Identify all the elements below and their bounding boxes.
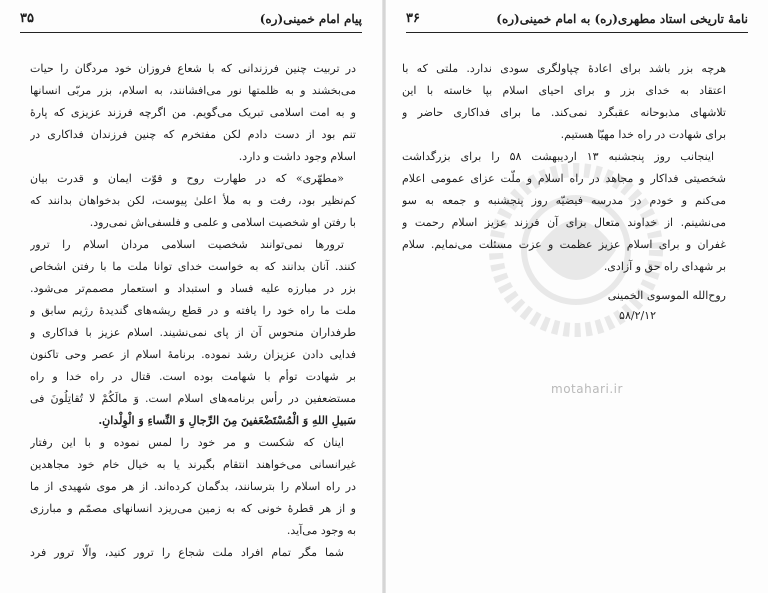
text-line: بر شهدای راه حق و آزادی. bbox=[603, 260, 726, 273]
text-line: کنند. آنان بدانند که به خواست خدای توانا ملت ما با رفتن اشخاص bbox=[30, 260, 356, 273]
text-line: و به امت اسلامی تبریک می‌گویم. من اگرچه فرزند عزیزی که پارهٔ bbox=[30, 106, 356, 119]
running-title: پیام امام خمینی(ره) bbox=[259, 12, 362, 26]
text-line: بر شهادت توأم با شهامت بوده است. قتال در راه خدا و راه bbox=[30, 370, 356, 383]
text-line: کم‌نظیر بود، رفت و به ملأ اعلیٰ پیوست، لکن بدخواهان بدانند که bbox=[30, 194, 356, 207]
text-line: در تربیت چنین فرزندانی که با شعاع فروزان خود مردگان را حیات bbox=[30, 62, 356, 75]
watermark-url: motahari.ir bbox=[551, 382, 623, 396]
page-number: ۳۵ bbox=[20, 11, 34, 26]
text-line: تلاشهای مذبوحانه عقبگرد نمی‌کند. ما برای فداکاری حاضر و bbox=[402, 106, 726, 119]
text-line: اینان که شکست و مر خود را لمس نموده و با این رفتار bbox=[30, 436, 344, 449]
text-line: ملت ما راه خود را یافته و در قطع ریشه‌های گندیدهٔ رژیم سابق و bbox=[30, 304, 356, 317]
text-line: بزر در مبارزه علیه فساد و استبداد و استعمار مصمم‌تر می‌شود. bbox=[30, 282, 356, 295]
text-line: «مطهّری» که در طهارت روح و قوّت ایمان و قدرت بیان bbox=[30, 172, 344, 185]
right-page bbox=[386, 0, 768, 593]
text-line: می‌بخشند و به ظلمتها نور می‌افشانند، به اسلام، بزر مربّی انسانها bbox=[30, 84, 356, 97]
running-title: نامهٔ تاریخی استاد مطهری(ره) به امام خمینی(ره) bbox=[496, 12, 748, 26]
signature-date: ۵۸/۲/۱۲ bbox=[619, 309, 656, 322]
signature-block bbox=[402, 286, 726, 326]
text-line: اسلام وجود داشت و دارد. bbox=[238, 150, 356, 163]
text-line: غیرانسانی می‌خواهند انتقام بگیرند یا به خیال خام خود مجاهدین bbox=[30, 458, 356, 471]
text-line: شخصیتی فداکار و مجاهد در راه اسلام و ملّت عزای عمومی اعلام bbox=[402, 172, 726, 185]
text-line: ترورها نمی‌توانند شخصیت اسلامی مردان اسلام را ترور bbox=[30, 238, 344, 251]
right-page-body bbox=[402, 58, 726, 326]
left-page-header bbox=[20, 10, 362, 33]
left-page bbox=[0, 0, 382, 593]
text-line: طرفداران منحوس آن از پای نمی‌نشیند. اسلام عزیز با فداکاری و bbox=[30, 326, 356, 339]
signature-name: روح‌الله الموسوی الخمینی bbox=[607, 289, 726, 302]
right-page-header bbox=[406, 10, 748, 33]
text-line: با رفتن او شخصیت اسلامی و علمی و فلسفی‌اش نمی‌رود. bbox=[89, 216, 356, 229]
text-line: می‌کنم و خودم در مدرسه فیضیّه روز پنجشنبه و جمعه به سو bbox=[402, 194, 726, 207]
text-line: مستضعفین در رأس برنامه‌های اسلام است. وَ مالَکُمْ لا تُقاتِلُونَ فی bbox=[30, 392, 356, 405]
text-line: هرچه بزر باشد برای اعادهٔ چپاولگری سودی ندارد. ملتی که با bbox=[402, 62, 726, 75]
text-line: اینجانب روز پنجشنبه ۱۳ اردیبهشت ۵۸ را برای بزرگداشت bbox=[402, 150, 715, 163]
text-line: برای شهادت در راه خدا مهیّا هستیم. bbox=[560, 128, 726, 141]
text-line: شما مگر تمام افراد ملت شجاع را ترور کنید، والّا ترور فرد bbox=[30, 546, 344, 559]
left-page-body bbox=[30, 58, 356, 564]
text-line: فدایی دادن عزیزان رشد نموده. برنامهٔ اسلام از عصر وحی تاکنون bbox=[30, 348, 356, 361]
text-line: اعتقاد به خدای بزر و برای احیای اسلام بپا خاسته با این bbox=[402, 84, 726, 97]
text-line: می‌نشینم. از خداوند متعال برای آن فرزند عزیز اسلام رحمت و bbox=[402, 216, 726, 229]
text-line: تنم بود از دست دادم لکن مفتخرم که چنین فرزندان فداکاری در bbox=[30, 128, 356, 141]
text-line: در راه اسلام را بترسانند، بدگمان کرده‌اند. از هر موی شهیدی از ما bbox=[30, 480, 356, 493]
text-line: و از هر قطرهٔ خونی که به زمین می‌ریزد انسانهای مصمّم و مبارزی bbox=[30, 502, 356, 515]
text-line: غفران و برای اسلام عزیز عظمت و عزت مسئلت می‌نمایم. سلام bbox=[402, 238, 726, 251]
page-number: ۳۶ bbox=[406, 11, 420, 26]
text-line: به وجود می‌آید. bbox=[286, 524, 356, 537]
quran-verse-line: سَبیلِ اللهِ وَ الْمُسْتَضْعَفینَ مِنَ الرِّجالِ وَ النِّساءِ وَ الْوِلْدانِ. bbox=[98, 414, 356, 427]
